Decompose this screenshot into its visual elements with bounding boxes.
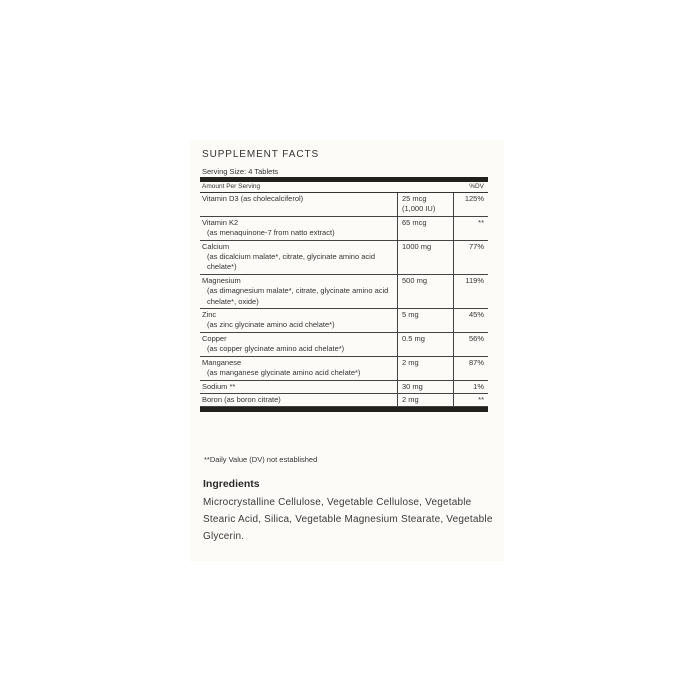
nutrient-name — [200, 275, 398, 308]
table-row — [200, 357, 488, 381]
nutrient-dv: 119% — [465, 275, 484, 285]
nutrient-name — [200, 357, 398, 380]
nutrient-amount: 65 mcg — [398, 217, 454, 240]
nutrient-name — [200, 381, 398, 393]
table-row — [200, 275, 488, 309]
table-row — [200, 241, 488, 275]
nutrient-label: Copper — [202, 333, 227, 343]
supplement-facts-panel — [190, 140, 504, 562]
serving-size: Serving Size: 4 Tablets — [202, 167, 279, 176]
nutrient-dv: 45% — [468, 310, 484, 320]
nutrient-label: Calcium — [202, 241, 230, 251]
nutrient-dv: 77% — [468, 241, 484, 251]
nutrient-label: Vitamin D3 (as cholecalciferol) — [202, 194, 304, 203]
table-row — [200, 309, 488, 333]
nutrient-name — [200, 193, 398, 216]
table-row — [200, 333, 488, 357]
nutrient-label: Vitamin K2 — [202, 217, 239, 227]
nutrient-label: Magnesium — [202, 275, 241, 285]
nutrient-amount: 1000 mg — [398, 241, 454, 274]
nutrient-name — [200, 333, 398, 356]
nutrient-name — [200, 394, 398, 406]
ingredients-heading: Ingredients — [203, 478, 260, 490]
table-row — [200, 193, 488, 217]
nutrient-source: (as dicalcium malate*, citrate, glycinate amino acid chelate*) — [207, 252, 375, 272]
nutrient-name — [200, 217, 398, 240]
nutrient-label: Manganese — [202, 357, 242, 367]
nutrient-dv: 125% — [464, 194, 484, 203]
nutrient-amount: 25 mcg (1,000 IU) — [398, 193, 454, 216]
nutrient-amount: 2 mg — [398, 394, 454, 406]
nutrient-label: Sodium ** — [202, 381, 236, 391]
nutrient-source: (as menaquinone-7 from natto extract) — [207, 228, 335, 238]
nutrient-dv: ** — [478, 394, 484, 404]
nutrient-source: (as copper glycinate amino acid chelate*) — [207, 344, 345, 354]
nutrient-amount: 0.5 mg — [398, 333, 454, 356]
facts-title: SUPPLEMENT FACTS — [202, 149, 320, 160]
nutrient-amount: 500 mg — [398, 275, 454, 308]
nutrient-amount: 2 mg — [398, 357, 454, 380]
facts-header — [200, 182, 488, 193]
nutrient-dv: ** — [478, 217, 484, 227]
footnote: **Daily Value (DV) not established — [204, 455, 318, 464]
nutrient-name — [200, 241, 398, 274]
ingredients-text: Microcrystalline Cellulose, Vegetable Cellulose, Vegetable Stearic Acid, Silica, Vegetable Magnesium Stearate, Vegetable Glycerin. — [203, 497, 493, 542]
nutrient-dv: 87% — [468, 357, 484, 367]
facts-table — [200, 177, 488, 412]
dv-label: %DV — [469, 183, 484, 190]
nutrient-label: Boron (as boron citrate) — [202, 394, 281, 404]
nutrient-amount: 5 mg — [398, 309, 454, 332]
nutrient-dv: 56% — [468, 333, 484, 343]
nutrient-dv: 1% — [473, 381, 484, 391]
nutrient-name — [200, 309, 398, 332]
nutrient-source: (as dimagnesium malate*, citrate, glycinate amino acid chelate*, oxide) — [207, 286, 389, 306]
table-row — [200, 217, 488, 241]
amount-per-serving-label: Amount Per Serving — [202, 183, 261, 190]
nutrient-source: (as manganese glycinate amino acid chelate*) — [207, 368, 361, 378]
table-row — [200, 381, 488, 394]
nutrient-amount: 30 mg — [398, 381, 454, 393]
nutrient-label: Zinc — [202, 310, 217, 320]
nutrient-source: (as zinc glycinate amino acid chelate*) — [207, 320, 335, 330]
facts-bottom-bar — [200, 407, 488, 412]
table-row — [200, 394, 488, 407]
